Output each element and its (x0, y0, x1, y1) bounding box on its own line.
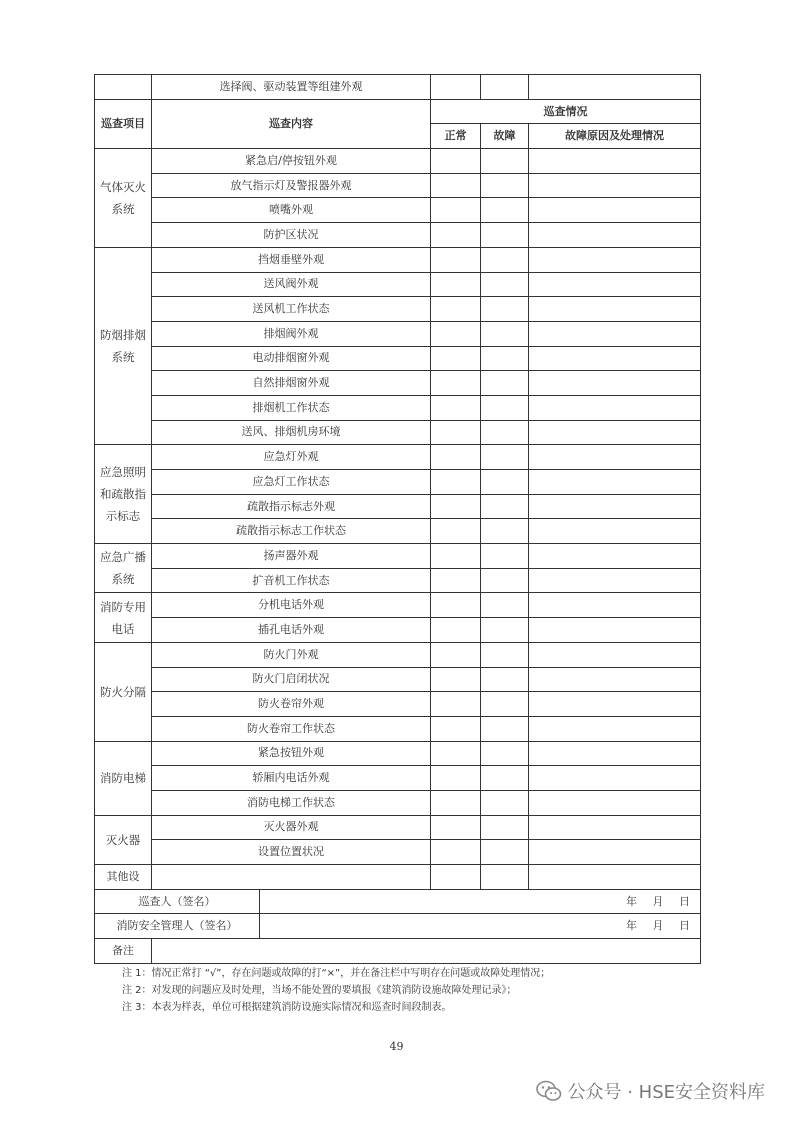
fault-cell[interactable] (481, 445, 529, 470)
manager-label: 消防安全管理人（签名） (95, 914, 260, 939)
fault-cell[interactable] (481, 75, 529, 100)
fault-cell[interactable] (481, 667, 529, 692)
signature-row (95, 914, 701, 939)
fault-cell[interactable] (481, 544, 529, 569)
reason-cell[interactable] (529, 149, 701, 174)
fault-cell[interactable] (481, 371, 529, 396)
item-cell: 送风、排烟机房环境 (152, 420, 431, 445)
group-label: 灭火器 (95, 815, 152, 864)
inspection-table (94, 74, 701, 964)
normal-cell[interactable] (431, 716, 481, 741)
fault-cell[interactable] (481, 642, 529, 667)
table-row (95, 741, 701, 766)
fault-cell[interactable] (481, 568, 529, 593)
table-row (95, 346, 701, 371)
table-row (95, 840, 701, 865)
item-cell: 电动排烟窗外观 (152, 346, 431, 371)
table-row (95, 494, 701, 519)
fault-cell[interactable] (481, 815, 529, 840)
normal-cell[interactable] (431, 198, 481, 223)
table-row (95, 198, 701, 223)
normal-cell[interactable] (431, 790, 481, 815)
normal-cell[interactable] (431, 544, 481, 569)
normal-cell[interactable] (431, 420, 481, 445)
normal-cell[interactable] (431, 593, 481, 618)
reason-cell[interactable] (529, 75, 701, 100)
table-row (95, 75, 701, 100)
table-row (95, 173, 701, 198)
reason-cell[interactable] (529, 297, 701, 322)
reason-cell[interactable] (529, 642, 701, 667)
table-row (95, 395, 701, 420)
table-row (95, 815, 701, 840)
normal-cell[interactable] (431, 445, 481, 470)
normal-cell[interactable] (431, 272, 481, 297)
item-cell: 防火卷帘外观 (152, 692, 431, 717)
notes (122, 965, 550, 1016)
normal-cell[interactable] (431, 371, 481, 396)
item-cell: 扩音机工作状态 (152, 568, 431, 593)
normal-cell[interactable] (431, 865, 481, 890)
reason-cell[interactable] (529, 223, 701, 248)
reason-cell[interactable] (529, 346, 701, 371)
fault-cell[interactable] (481, 395, 529, 420)
item-cell: 应急灯外观 (152, 445, 431, 470)
table-row (95, 445, 701, 470)
reason-cell[interactable] (529, 840, 701, 865)
normal-cell[interactable] (431, 519, 481, 544)
reason-cell[interactable] (529, 247, 701, 272)
reason-cell[interactable] (529, 716, 701, 741)
normal-cell[interactable] (431, 692, 481, 717)
table-row (95, 272, 701, 297)
normal-cell[interactable] (431, 395, 481, 420)
reason-cell[interactable] (529, 272, 701, 297)
normal-cell[interactable] (431, 494, 481, 519)
note-1: 注 1：情况正常打 “√”，存在问题或故障的打“×”，并在备注栏中写明存在问题或故障处理情况； (122, 968, 551, 979)
signature-row (95, 889, 701, 914)
remark-row (95, 939, 701, 964)
header-fault: 故障 (481, 124, 529, 149)
reason-cell[interactable] (529, 519, 701, 544)
project-cell (95, 75, 152, 100)
reason-cell[interactable] (529, 618, 701, 643)
normal-cell[interactable] (431, 346, 481, 371)
item-cell: 设置位置状况 (152, 840, 431, 865)
header-situation: 巡查情况 (431, 99, 701, 124)
reason-cell[interactable] (529, 815, 701, 840)
normal-cell[interactable] (431, 149, 481, 174)
table-row (95, 667, 701, 692)
fault-cell[interactable] (481, 297, 529, 322)
table-row (95, 371, 701, 396)
table-row (95, 593, 701, 618)
normal-cell[interactable] (431, 223, 481, 248)
reason-cell[interactable] (529, 198, 701, 223)
fault-cell[interactable] (481, 840, 529, 865)
item-cell: 灭火器外观 (152, 815, 431, 840)
reason-cell[interactable] (529, 470, 701, 495)
normal-cell[interactable] (431, 173, 481, 198)
reason-cell[interactable] (529, 790, 701, 815)
header-reason: 故障原因及处理情况 (529, 124, 701, 149)
item-cell: 送风机工作状态 (152, 297, 431, 322)
item-cell: 送风阀外观 (152, 272, 431, 297)
fault-cell[interactable] (481, 494, 529, 519)
item-cell: 疏散指示标志外观 (152, 494, 431, 519)
item-cell: 轿厢内电话外观 (152, 766, 431, 791)
item-cell: 防火门启闭状况 (152, 667, 431, 692)
header-content: 巡查内容 (152, 99, 431, 148)
group-label: 防火分隔 (95, 642, 152, 741)
watermark (536, 1078, 766, 1104)
header-row (95, 99, 701, 124)
table-row (95, 618, 701, 643)
reason-cell[interactable] (529, 494, 701, 519)
table-row (95, 321, 701, 346)
item-cell: 排烟阀外观 (152, 321, 431, 346)
table-row (95, 519, 701, 544)
item-cell: 选择阀、驱动装置等组建外观 (152, 75, 431, 100)
normal-cell[interactable] (431, 568, 481, 593)
fault-cell[interactable] (481, 741, 529, 766)
reason-cell[interactable] (529, 865, 701, 890)
normal-cell[interactable] (431, 618, 481, 643)
item-cell: 防护区状况 (152, 223, 431, 248)
remark-label: 备注 (95, 939, 152, 964)
fault-cell[interactable] (481, 247, 529, 272)
table-row (95, 642, 701, 667)
item-cell: 防火门外观 (152, 642, 431, 667)
normal-cell[interactable] (431, 75, 481, 100)
fault-cell[interactable] (481, 593, 529, 618)
fault-cell[interactable] (481, 321, 529, 346)
reason-cell[interactable] (529, 173, 701, 198)
item-cell: 自然排烟窗外观 (152, 371, 431, 396)
fault-cell[interactable] (481, 346, 529, 371)
reason-cell[interactable] (529, 741, 701, 766)
reason-cell[interactable] (529, 395, 701, 420)
reason-cell[interactable] (529, 568, 701, 593)
inspector-label: 巡查人（签名） (95, 889, 260, 914)
item-cell: 紧急启/停按钮外观 (152, 149, 431, 174)
item-cell: 应急灯工作状态 (152, 470, 431, 495)
item-cell: 消防电梯工作状态 (152, 790, 431, 815)
reason-cell[interactable] (529, 420, 701, 445)
fault-cell[interactable] (481, 618, 529, 643)
group-label: 气体灭火系统 (95, 149, 152, 248)
fault-cell[interactable] (481, 716, 529, 741)
fault-cell[interactable] (481, 766, 529, 791)
table-row (95, 766, 701, 791)
fault-cell[interactable] (481, 149, 529, 174)
table-row (95, 149, 701, 174)
watermark-text: 公众号 · HSE安全资料库 (567, 1082, 765, 1103)
normal-cell[interactable] (431, 297, 481, 322)
normal-cell[interactable] (431, 840, 481, 865)
fault-cell[interactable] (481, 470, 529, 495)
item-cell: 喷嘴外观 (152, 198, 431, 223)
normal-cell[interactable] (431, 815, 481, 840)
item-cell: 扬声器外观 (152, 544, 431, 569)
fault-cell[interactable] (481, 790, 529, 815)
item-cell: 分机电话外观 (152, 593, 431, 618)
group-label: 应急广播系统 (95, 544, 152, 593)
group-label: 消防电梯 (95, 741, 152, 815)
header-normal: 正常 (431, 124, 481, 149)
reason-cell[interactable] (529, 667, 701, 692)
item-cell: 排烟机工作状态 (152, 395, 431, 420)
table-row (95, 568, 701, 593)
reason-cell[interactable] (529, 371, 701, 396)
reason-cell[interactable] (529, 692, 701, 717)
remark-field[interactable] (152, 939, 701, 964)
group-label: 应急照明和疏散指示标志 (95, 445, 152, 544)
table-row (95, 470, 701, 495)
table-row (95, 544, 701, 569)
normal-cell[interactable] (431, 741, 481, 766)
wechat-icon (536, 1080, 562, 1102)
fault-cell[interactable] (481, 198, 529, 223)
reason-cell[interactable] (529, 544, 701, 569)
item-cell: 防火卷帘工作状态 (152, 716, 431, 741)
table-row (95, 865, 701, 890)
fault-cell[interactable] (481, 519, 529, 544)
fault-cell[interactable] (481, 173, 529, 198)
table-row (95, 692, 701, 717)
note-3: 注 3：本表为样表，单位可根据建筑消防设施实际情况和巡查时间段制表。 (122, 1002, 452, 1013)
item-cell: 紧急按钮外观 (152, 741, 431, 766)
header-project: 巡查项目 (95, 99, 152, 148)
fault-cell[interactable] (481, 865, 529, 890)
table-row (95, 790, 701, 815)
item-cell: 放气指示灯及警报器外观 (152, 173, 431, 198)
normal-cell[interactable] (431, 766, 481, 791)
inspector-date[interactable]: 年 月 日 (260, 889, 701, 914)
normal-cell[interactable] (431, 642, 481, 667)
page-number: 49 (389, 1040, 404, 1053)
normal-cell[interactable] (431, 470, 481, 495)
table-row (95, 716, 701, 741)
fault-cell[interactable] (481, 692, 529, 717)
item-cell: 疏散指示标志工作状态 (152, 519, 431, 544)
reason-cell[interactable] (529, 593, 701, 618)
manager-date[interactable]: 年 月 日 (260, 914, 701, 939)
fault-cell[interactable] (481, 272, 529, 297)
reason-cell[interactable] (529, 445, 701, 470)
group-label: 防烟排烟系统 (95, 247, 152, 445)
table-row (95, 223, 701, 248)
table-row (95, 247, 701, 272)
note-2: 注 2：对发现的问题应及时处理，当场不能处置的要填报《建筑消防设施故障处理记录》； (122, 985, 517, 996)
normal-cell[interactable] (431, 667, 481, 692)
group-label: 消防专用电话 (95, 593, 152, 642)
item-cell[interactable] (152, 865, 431, 890)
normal-cell[interactable] (431, 321, 481, 346)
table-row (95, 297, 701, 322)
fault-cell[interactable] (481, 420, 529, 445)
reason-cell[interactable] (529, 766, 701, 791)
item-cell: 插孔电话外观 (152, 618, 431, 643)
fault-cell[interactable] (481, 223, 529, 248)
other-label: 其他设 (95, 865, 152, 890)
normal-cell[interactable] (431, 247, 481, 272)
table-row (95, 420, 701, 445)
item-cell: 挡烟垂壁外观 (152, 247, 431, 272)
reason-cell[interactable] (529, 321, 701, 346)
